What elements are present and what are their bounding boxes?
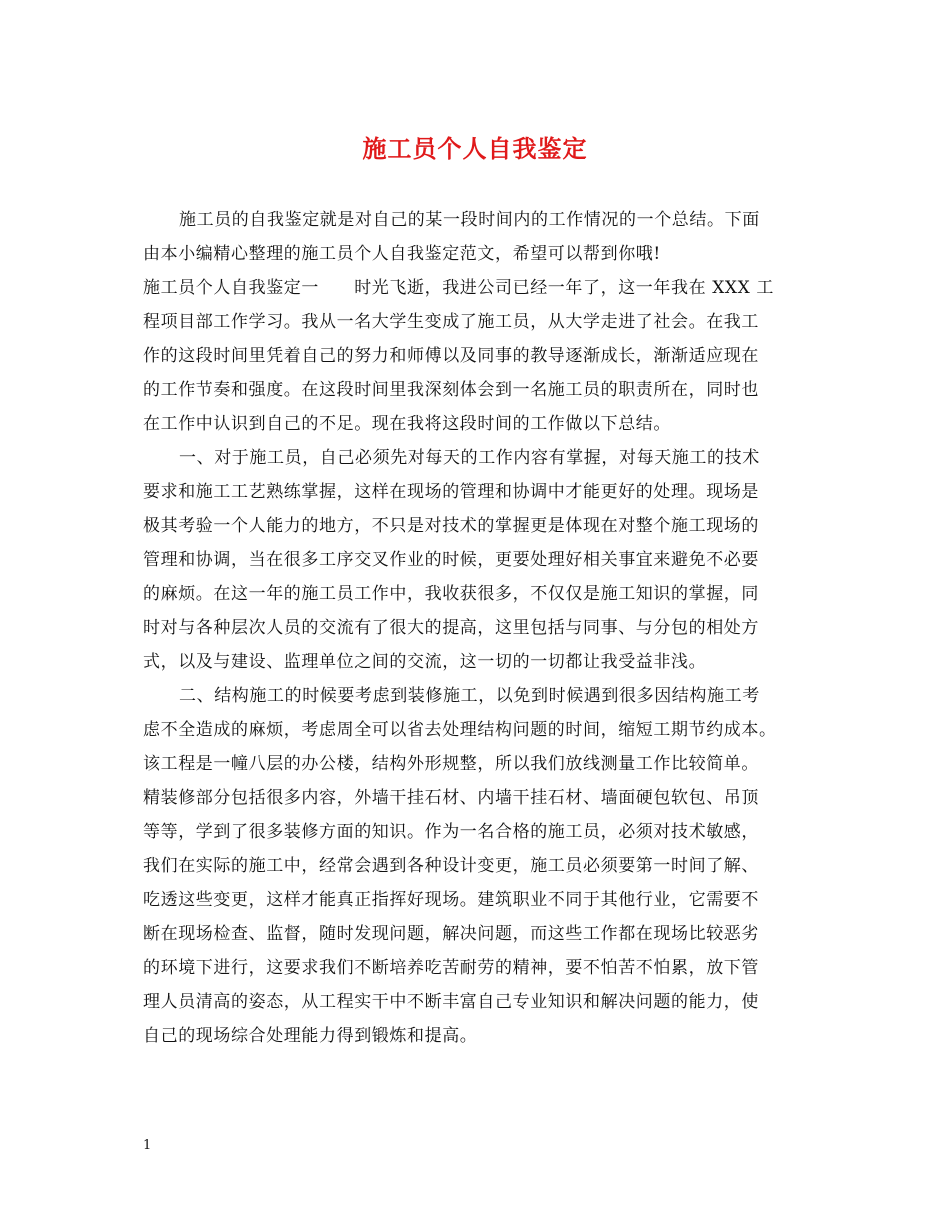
paragraph-line: 等等，学到了很多装修方面的知识。作为一名合格的施工员，必须对技术敏感， xyxy=(143,822,759,842)
paragraph-line: 极其考验一个人能力的地方，不只是对技术的掌握更是体现在对整个施工现场的 xyxy=(143,516,759,536)
paragraph-line: 的麻烦。在这一年的施工员工作中，我收获很多，不仅仅是施工知识的掌握，同 xyxy=(143,584,759,604)
paragraph-line: 在工作中认识到自己的不足。现在我将这段时间的工作做以下总结。 xyxy=(143,414,671,434)
paragraph-line: 时对与各种层次人员的交流有了很大的提高，这里包括与同事、与分包的相处方 xyxy=(143,618,759,638)
document-title: 施工员个人自我鉴定 xyxy=(362,134,588,163)
paragraph-line: 吃透这些变更，这样才能真正指挥好现场。建筑职业不同于其他行业，它需要不 xyxy=(143,890,759,910)
paragraph-line: 虑不全造成的麻烦，考虑周全可以省去处理结构问题的时间，缩短工期节约成本。 xyxy=(143,720,777,740)
paragraph-line: 施工员的自我鉴定就是对自己的某一段时间内的工作情况的一个总结。下面 xyxy=(179,210,760,230)
paragraph-line: 自己的现场综合处理能力得到锻炼和提高。 xyxy=(143,1026,478,1046)
paragraph-line: 一、对于施工员，自己必须先对每天的工作内容有掌握，对每天施工的技术 xyxy=(179,448,760,468)
document-body xyxy=(143,203,823,1053)
paragraph-line: 的工作节奏和强度。在这段时间里我深刻体会到一名施工员的职责所在，同时也 xyxy=(143,380,759,400)
paragraph-line: 理人员清高的姿态，从工程实干中不断丰富自己专业知识和解决问题的能力，使 xyxy=(143,992,759,1012)
paragraph-line: 作的这段时间里凭着自己的努力和师傅以及同事的教导逐渐成长，渐渐适应现在 xyxy=(143,346,759,366)
paragraph-line: 施工员个人自我鉴定一 时光飞逝，我进公司已经一年了，这一年我在 XXX 工 xyxy=(143,278,774,298)
paragraph-line: 管理和协调，当在很多工序交叉作业的时候，更要处理好相关事宜来避免不必要 xyxy=(143,550,759,570)
page-number: 1 xyxy=(143,1138,152,1153)
paragraph-line: 的环境下进行，这要求我们不断培养吃苦耐劳的精神，要不怕苦不怕累，放下管 xyxy=(143,958,759,978)
paragraph-line: 断在现场检查、监督，随时发现问题，解决问题，而这些工作都在现场比较恶劣 xyxy=(143,924,759,944)
paragraph-line: 要求和施工工艺熟练掌握，这样在现场的管理和协调中才能更好的处理。现场是 xyxy=(143,482,759,502)
paragraph-line: 式，以及与建设、监理单位之间的交流，这一切的一切都让我受益非浅。 xyxy=(143,652,707,672)
paragraph-line: 精装修部分包括很多内容，外墙干挂石材、内墙干挂石材、墙面硬包软包、吊顶 xyxy=(143,788,759,808)
paragraph-line: 二、结构施工的时候要考虑到装修施工，以免到时候遇到很多因结构施工考 xyxy=(179,686,760,706)
paragraph-line: 该工程是一幢八层的办公楼，结构外形规整，所以我们放线测量工作比较简单。 xyxy=(143,754,759,774)
paragraph-line: 程项目部工作学习。我从一名大学生变成了施工员，从大学走进了社会。在我工 xyxy=(143,312,759,332)
paragraph-line: 我们在实际的施工中，经常会遇到各种设计变更，施工员必须要第一时间了解、 xyxy=(143,856,759,876)
paragraph-line: 由本小编精心整理的施工员个人自我鉴定范文，希望可以帮到你哦! xyxy=(143,244,661,264)
